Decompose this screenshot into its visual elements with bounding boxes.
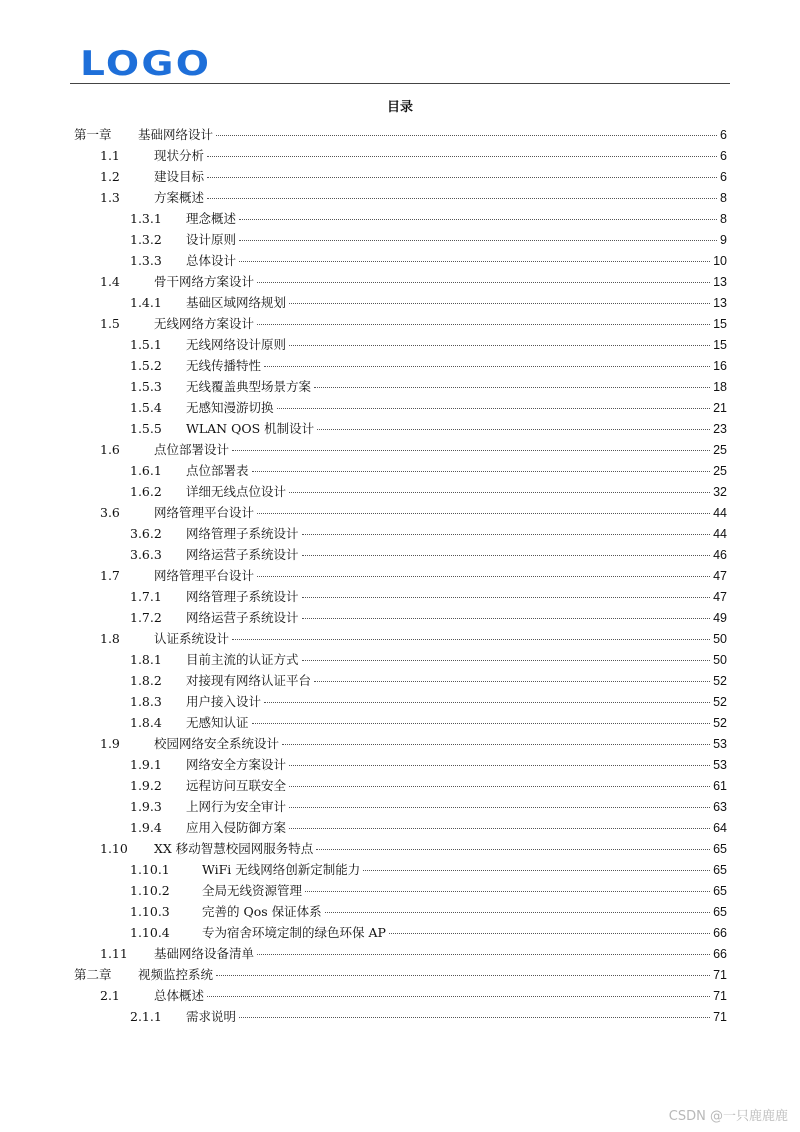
toc-entry-number: 1.5	[100, 316, 120, 331]
toc-dot-leader	[239, 219, 717, 220]
toc-entry-number: 1.6.1	[130, 463, 162, 478]
toc-entry-page: 8	[720, 212, 727, 226]
toc-entry-number: 1.7.2	[130, 610, 162, 625]
toc-dot-leader	[317, 429, 710, 430]
toc-entry-page: 52	[713, 674, 727, 688]
toc-entry-page: 53	[713, 758, 727, 772]
toc-dot-leader	[207, 198, 717, 199]
toc-entry-page: 9	[720, 233, 727, 247]
toc-entry[interactable]	[130, 649, 727, 670]
toc-dot-leader	[302, 660, 711, 661]
toc-entry-page: 49	[713, 611, 727, 625]
toc-entry-title: 校园网络安全系统设计	[154, 736, 280, 751]
toc-entry-page: 13	[713, 296, 727, 310]
toc-entry-number: 1.9.1	[130, 757, 162, 772]
toc-dot-leader	[302, 534, 711, 535]
toc-dot-leader	[232, 639, 710, 640]
toc-entry[interactable]	[130, 481, 727, 502]
toc-dot-leader	[216, 975, 710, 976]
toc-entry[interactable]	[100, 943, 727, 964]
toc-entry-page: 23	[713, 422, 727, 436]
toc-entry-page: 15	[713, 317, 727, 331]
toc-entry[interactable]	[130, 796, 727, 817]
toc-entry-number: 1.3.1	[130, 211, 162, 226]
toc-entry-page: 52	[713, 695, 727, 709]
toc-entry-number: 3.6.2	[130, 526, 162, 541]
toc-entry[interactable]	[100, 985, 727, 1006]
toc-entry-title: 需求说明	[186, 1009, 237, 1024]
toc-entry[interactable]	[130, 775, 727, 796]
toc-entry-title: 网络管理平台设计	[154, 505, 255, 520]
toc-entry-page: 18	[713, 380, 727, 394]
toc-dot-leader	[207, 996, 710, 997]
toc-entry[interactable]	[130, 691, 727, 712]
toc-entry[interactable]	[100, 628, 727, 649]
toc-entry-number: 1.3.2	[130, 232, 162, 247]
toc-entry-title: 远程访问互联安全	[186, 778, 287, 793]
toc-entry-number: 1.3.3	[130, 253, 162, 268]
toc-entry-number: 1.4	[100, 274, 120, 289]
toc-entry-number: 1.8.4	[130, 715, 162, 730]
toc-dot-leader	[282, 744, 710, 745]
toc-entry-page: 65	[713, 842, 727, 856]
toc-entry-title: 无线网络设计原则	[186, 337, 287, 352]
toc-entry-page: 6	[720, 170, 727, 184]
toc-entry-number: 1.8.1	[130, 652, 162, 667]
toc-entry-number: 2.1.1	[130, 1009, 162, 1024]
toc-entry-title: 专为宿舍环境定制的绿色环保 AP	[202, 925, 386, 940]
toc-entry[interactable]	[130, 376, 727, 397]
toc-entry-number: 1.9	[100, 736, 120, 751]
toc-dot-leader	[257, 954, 710, 955]
toc-entry-page: 6	[720, 149, 727, 163]
toc-entry[interactable]	[74, 124, 727, 145]
toc-entry-title: 网络管理子系统设计	[186, 526, 299, 541]
toc-entry[interactable]	[100, 145, 727, 166]
toc-entry-page: 71	[713, 968, 727, 982]
toc-dot-leader	[252, 471, 711, 472]
toc-entry-number: 1.7.1	[130, 589, 162, 604]
toc-entry-page: 44	[713, 506, 727, 520]
toc-entry-number: 1.5.1	[130, 337, 162, 352]
toc-entry-title: 应用入侵防御方案	[186, 820, 287, 835]
toc-entry[interactable]	[130, 754, 727, 775]
toc-entry[interactable]	[130, 712, 727, 733]
toc-entry[interactable]	[130, 355, 727, 376]
toc-entry-title: 全局无线资源管理	[202, 883, 303, 898]
logo: LOGO	[80, 44, 212, 84]
toc-entry-page: 71	[713, 1010, 727, 1024]
toc-entry-number: 1.11	[100, 946, 128, 961]
toc-dot-leader	[289, 807, 710, 808]
toc-entry-title: WiFi 无线网络创新定制能力	[202, 862, 361, 877]
toc-dot-leader	[325, 912, 710, 913]
toc-entry-number: 1.9.3	[130, 799, 162, 814]
toc-entry-number: 1.1	[100, 148, 120, 163]
toc-entry[interactable]	[100, 313, 727, 334]
toc-dot-leader	[207, 156, 717, 157]
toc-dot-leader	[257, 282, 710, 283]
toc-title: 目录	[386, 100, 413, 115]
toc-entry-number: 1.2	[100, 169, 120, 184]
toc-entry-title: 基础区域网络规划	[186, 295, 287, 310]
toc-dot-leader	[216, 135, 717, 136]
toc-entry-page: 44	[713, 527, 727, 541]
toc-entry-number: 1.5.5	[130, 421, 162, 436]
toc-entry-title: 网络管理平台设计	[154, 568, 255, 583]
toc-entry-page: 47	[713, 569, 727, 583]
toc-entry[interactable]	[130, 334, 727, 355]
toc-entry[interactable]	[130, 418, 727, 439]
toc-dot-leader	[302, 555, 711, 556]
toc-entry-number: 1.10.3	[130, 904, 170, 919]
toc-entry-number: 1.10.2	[130, 883, 170, 898]
toc-entry[interactable]	[130, 880, 727, 901]
toc-entry[interactable]	[130, 250, 727, 271]
toc-entry[interactable]	[100, 502, 727, 523]
toc-entry-page: 66	[713, 947, 727, 961]
toc-entry-title: 完善的 Qos 保证体系	[202, 904, 322, 919]
toc-entry[interactable]	[100, 166, 727, 187]
toc-entry-page: 53	[713, 737, 727, 751]
toc-entry-title: 点位部署设计	[154, 442, 230, 457]
toc-dot-leader	[239, 1017, 710, 1018]
toc-entry-number: 1.8	[100, 631, 120, 646]
toc-dot-leader	[264, 702, 710, 703]
toc-entry-page: 71	[713, 989, 727, 1003]
toc-entry[interactable]	[100, 733, 727, 754]
toc-entry-number: 1.4.1	[130, 295, 162, 310]
toc-entry-number: 1.9.4	[130, 820, 162, 835]
toc-dot-leader	[289, 303, 710, 304]
toc-entry-title: 总体设计	[186, 253, 237, 268]
toc-entry-page: 6	[720, 128, 727, 142]
toc-entry-page: 25	[713, 443, 727, 457]
toc-dot-leader	[314, 387, 710, 388]
toc-dot-leader	[363, 870, 710, 871]
toc-entry[interactable]	[130, 607, 727, 628]
toc-dot-leader	[302, 618, 711, 619]
toc-entry-number: 2.1	[100, 988, 120, 1003]
toc-entry[interactable]	[130, 208, 727, 229]
toc-entry-title: 详细无线点位设计	[186, 484, 287, 499]
toc-entry-title: 无线传播特性	[186, 358, 262, 373]
toc-entry-number: 1.8.2	[130, 673, 162, 688]
toc-entry[interactable]	[130, 901, 727, 922]
toc-entry-title: 无感知漫游切换	[186, 400, 274, 415]
toc-entry-page: 32	[713, 485, 727, 499]
toc-entry-number: 1.10.4	[130, 925, 170, 940]
toc-entry[interactable]	[130, 523, 727, 544]
toc-entry-title: 设计原则	[186, 232, 237, 247]
toc-dot-leader	[305, 891, 710, 892]
toc-entry-title: 无感知认证	[186, 715, 249, 730]
toc-entry-number: 第二章	[74, 967, 112, 982]
toc-entry[interactable]	[100, 565, 727, 586]
toc-entry-number: 1.6	[100, 442, 120, 457]
toc-dot-leader	[314, 681, 710, 682]
toc-entry-title: 基础网络设计	[138, 127, 214, 142]
toc-entry-number: 1.8.3	[130, 694, 162, 709]
toc-dot-leader	[277, 408, 711, 409]
toc-entry[interactable]	[74, 964, 727, 985]
toc-entry[interactable]	[100, 838, 727, 859]
toc-entry-page: 61	[713, 779, 727, 793]
toc-entry-number: 1.5.3	[130, 379, 162, 394]
toc-dot-leader	[289, 492, 710, 493]
toc-dot-leader	[239, 261, 710, 262]
toc-entry[interactable]	[130, 544, 727, 565]
toc-entry-number: 1.3	[100, 190, 120, 205]
toc-entry-page: 13	[713, 275, 727, 289]
toc-entry-title: 认证系统设计	[154, 631, 230, 646]
toc-entry-page: 10	[713, 254, 727, 268]
toc-entry-title: XX 移动智慧校园网服务特点	[154, 841, 314, 856]
toc-entry-title: 建设目标	[154, 169, 205, 184]
toc-entry-page: 65	[713, 905, 727, 919]
toc-entry[interactable]	[130, 397, 727, 418]
toc-dot-leader	[264, 366, 710, 367]
toc-entry-page: 16	[713, 359, 727, 373]
toc-dot-leader	[302, 597, 711, 598]
toc-entry-title: 总体概述	[154, 988, 205, 1003]
toc-entry-title: 现状分析	[154, 148, 205, 163]
toc-entry[interactable]	[100, 187, 727, 208]
toc-entry-title: 对接现有网络认证平台	[186, 673, 312, 688]
header-divider	[70, 83, 730, 84]
toc-dot-leader	[289, 828, 710, 829]
toc-dot-leader	[239, 240, 717, 241]
toc-entry-number: 1.5.4	[130, 400, 162, 415]
toc-entry-number: 3.6	[100, 505, 120, 520]
toc-dot-leader	[316, 849, 710, 850]
toc-entry-number: 1.10.1	[130, 862, 170, 877]
toc-dot-leader	[257, 324, 710, 325]
toc-entry-page: 63	[713, 800, 727, 814]
toc-entry-number: 1.6.2	[130, 484, 162, 499]
toc-entry[interactable]	[100, 271, 727, 292]
toc-entry-title: 网络安全方案设计	[186, 757, 287, 772]
toc-entry[interactable]	[130, 922, 727, 943]
toc-entry-page: 15	[713, 338, 727, 352]
toc-entry-page: 52	[713, 716, 727, 730]
toc-entry-title: 方案概述	[154, 190, 205, 205]
toc-entry-page: 50	[713, 632, 727, 646]
toc-entry-number: 第一章	[74, 127, 112, 142]
toc-entry-page: 47	[713, 590, 727, 604]
toc-entry-title: 无线网络方案设计	[154, 316, 255, 331]
toc-entry-title: 基础网络设备清单	[154, 946, 255, 961]
toc-entry-number: 1.9.2	[130, 778, 162, 793]
toc-entry-page: 65	[713, 884, 727, 898]
toc-entry[interactable]	[130, 670, 727, 691]
toc-entry[interactable]	[130, 1006, 727, 1027]
toc-entry[interactable]	[130, 229, 727, 250]
toc-dot-leader	[289, 786, 710, 787]
toc-entry-page: 64	[713, 821, 727, 835]
toc-entry[interactable]	[130, 817, 727, 838]
toc-dot-leader	[252, 723, 711, 724]
toc-entry-title: 网络运营子系统设计	[186, 547, 299, 562]
toc-entry-number: 3.6.3	[130, 547, 162, 562]
toc-entry-title: 目前主流的认证方式	[186, 652, 299, 667]
toc-entry-page: 65	[713, 863, 727, 877]
toc-entry-title: 骨干网络方案设计	[154, 274, 255, 289]
toc-dot-leader	[207, 177, 717, 178]
toc-entry-page: 46	[713, 548, 727, 562]
toc-dot-leader	[232, 450, 710, 451]
toc-entry-page: 66	[713, 926, 727, 940]
toc-dot-leader	[289, 345, 710, 346]
toc-entry[interactable]	[130, 460, 727, 481]
toc-entry-title: WLAN QOS 机制设计	[186, 421, 315, 436]
toc-entry[interactable]	[130, 586, 727, 607]
toc-entry-title: 点位部署表	[186, 463, 249, 478]
toc-entry-title: 上网行为安全审计	[186, 799, 287, 814]
toc-entry-page: 8	[720, 191, 727, 205]
toc-entry-number: 1.5.2	[130, 358, 162, 373]
toc-entry-title: 理念概述	[186, 211, 237, 226]
toc-entry-page: 50	[713, 653, 727, 667]
watermark: CSDN @一只鹿鹿鹿	[668, 1109, 788, 1124]
toc-entry-number: 1.7	[100, 568, 120, 583]
toc-entry-title: 无线覆盖典型场景方案	[186, 379, 312, 394]
toc-entry[interactable]	[130, 859, 727, 880]
toc-entry-page: 21	[713, 401, 727, 415]
toc-dot-leader	[389, 933, 710, 934]
toc-entry-title: 用户接入设计	[186, 694, 262, 709]
toc-entry-title: 网络运营子系统设计	[186, 610, 299, 625]
toc-dot-leader	[257, 513, 710, 514]
toc-dot-leader	[257, 576, 710, 577]
toc-entry[interactable]	[100, 439, 727, 460]
toc-entry-number: 1.10	[100, 841, 128, 856]
toc-entry-title: 视频监控系统	[138, 967, 214, 982]
toc-entry-page: 25	[713, 464, 727, 478]
toc-entry[interactable]	[130, 292, 727, 313]
toc-entry-title: 网络管理子系统设计	[186, 589, 299, 604]
toc-dot-leader	[289, 765, 710, 766]
